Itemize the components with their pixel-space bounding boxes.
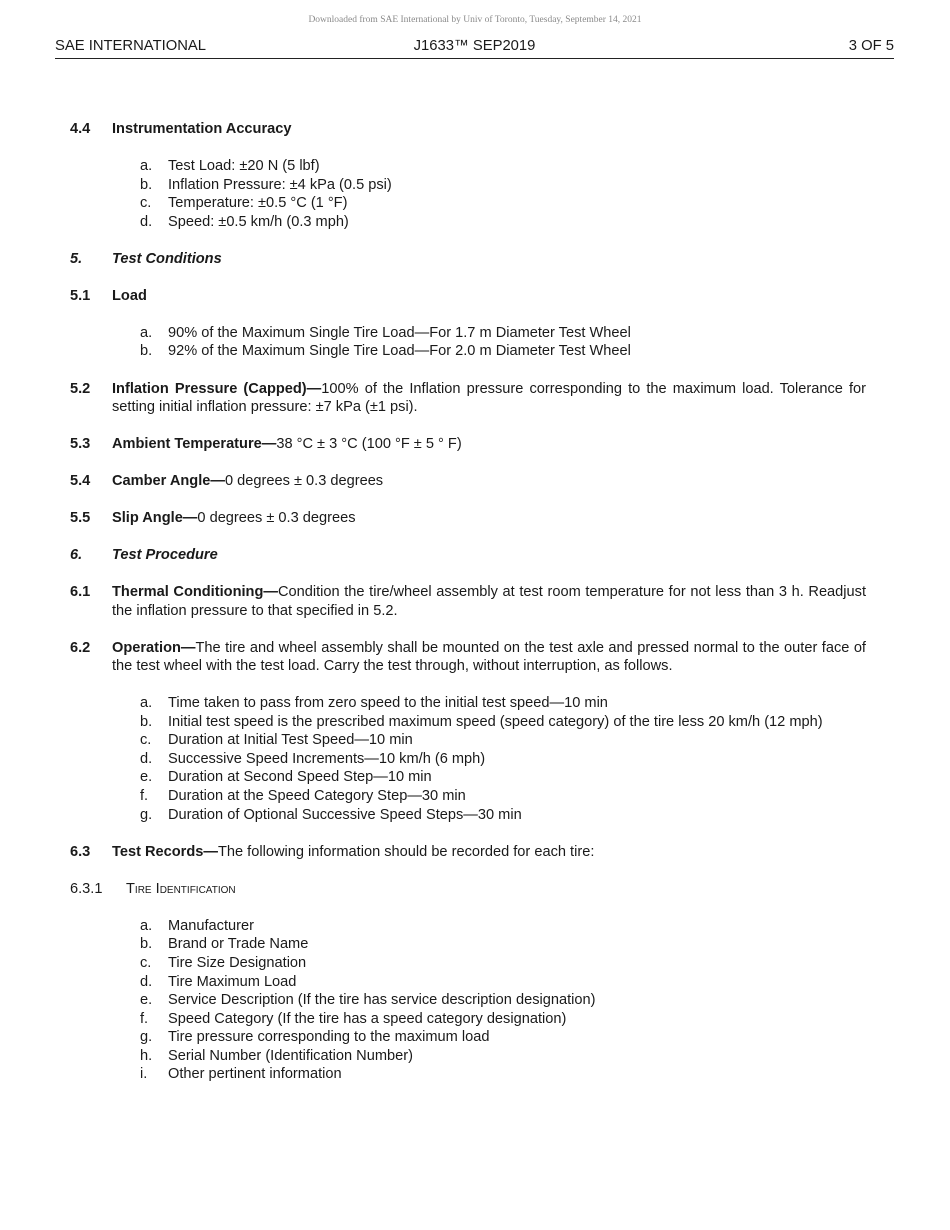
section-6-1 xyxy=(70,583,866,620)
list-item: b. Inflation Pressure: ±4 kPa (0.5 psi) xyxy=(140,176,392,193)
section-title: Inflation Pressure (Capped)— xyxy=(112,380,322,397)
section-5-3 xyxy=(70,435,866,454)
section-title: Test Procedure xyxy=(112,547,218,564)
section-6-3 xyxy=(70,843,866,862)
list-item: f. Duration at the Speed Category Step—30 min xyxy=(140,788,466,805)
header-doc-id: J1633™ SEP2019 xyxy=(413,38,536,54)
section-6-3-1 xyxy=(70,880,866,899)
section-number: 5.2 xyxy=(70,380,91,397)
section-number: 5. xyxy=(70,250,83,267)
section-text: 100% of the Inflation pressure corresponding to the maximum load. Tolerance for setting initial inflation pressure: ±7 kPa (±1 psi). xyxy=(112,380,867,416)
section-number: 5.4 xyxy=(70,473,91,490)
list-item: c. Temperature: ±0.5 °C (1 °F) xyxy=(140,195,348,212)
section-number: 5.1 xyxy=(70,287,91,304)
section-title: Load xyxy=(112,287,147,304)
list-item: e. Service Description (If the tire has service description designation) xyxy=(140,992,596,1009)
section-number: 5.5 xyxy=(70,510,91,527)
list-item: a. Test Load: ±20 N (5 lbf) xyxy=(140,158,320,174)
list-item: a. Manufacturer xyxy=(140,917,254,934)
load-list xyxy=(70,324,866,361)
section-title: Test Conditions xyxy=(112,250,222,267)
section-title: Tire Identification xyxy=(126,880,236,897)
section-title: Slip Angle— xyxy=(112,510,198,527)
section-5-2 xyxy=(70,380,866,417)
section-text: 0 degrees ± 0.3 degrees xyxy=(225,473,384,490)
operation-list xyxy=(70,694,866,824)
section-title: Test Records— xyxy=(112,843,218,860)
section-text: Condition the tire/wheel assembly at test room temperature for not less than 3 h. Readjust the inflation pressure to that specified in 5.2. xyxy=(112,584,866,619)
list-item: i. Other pertinent information xyxy=(140,1066,342,1083)
section-number: 6.2 xyxy=(70,639,91,656)
section-number: 5.3 xyxy=(70,436,91,453)
section-title: Instrumentation Accuracy xyxy=(112,121,292,137)
section-4-4 xyxy=(70,120,866,139)
accuracy-list xyxy=(70,157,866,231)
page-header xyxy=(55,38,894,59)
section-title: Operation— xyxy=(112,639,196,656)
list-item: c. Duration at Initial Test Speed—10 min xyxy=(140,732,413,749)
section-6-2 xyxy=(70,639,866,676)
document-body xyxy=(70,120,866,1084)
section-title: Ambient Temperature— xyxy=(112,436,277,453)
section-number: 6. xyxy=(70,547,83,564)
section-5-1 xyxy=(70,287,866,306)
section-number: 6.3.1 xyxy=(70,880,103,897)
section-6 xyxy=(70,546,866,565)
list-item: d. Successive Speed Increments—10 km/h (6 mph) xyxy=(140,750,486,767)
section-number: 6.1 xyxy=(70,584,91,601)
list-item: h. Serial Number (Identification Number) xyxy=(140,1047,413,1064)
section-5 xyxy=(70,250,866,269)
list-item: a. Time taken to pass from zero speed to the initial test speed—10 min xyxy=(140,695,608,712)
list-item: d. Speed: ±0.5 km/h (0.3 mph) xyxy=(140,213,349,230)
header-org: SAE INTERNATIONAL xyxy=(55,38,207,54)
header-page-number: 3 OF 5 xyxy=(848,38,894,54)
section-title: Camber Angle— xyxy=(112,473,225,490)
tire-identification-list xyxy=(70,917,866,1084)
section-text: The tire and wheel assembly shall be mounted on the test axle and pressed normal to the outer face of the test wheel with the test load. Carry the test through, without interruption, as follows. xyxy=(112,639,866,675)
section-5-5 xyxy=(70,509,866,528)
list-item: b. 92% of the Maximum Single Tire Load—For 2.0 m Diameter Test Wheel xyxy=(140,343,631,360)
list-item: f. Speed Category (If the tire has a speed category designation) xyxy=(140,1010,567,1027)
list-item: c. Tire Size Designation xyxy=(140,954,307,971)
section-text: 38 °C ± 3 °C (100 °F ± 5 ° F) xyxy=(276,436,462,453)
section-5-4 xyxy=(70,472,866,491)
list-item: b. Initial test speed is the prescribed maximum speed (speed category) of the tire less 20 km/h (12 mph) xyxy=(140,713,823,730)
section-number: 4.4 xyxy=(70,121,91,137)
list-item: a. 90% of the Maximum Single Tire Load—For 1.7 m Diameter Test Wheel xyxy=(140,324,631,341)
section-number: 6.3 xyxy=(70,843,91,860)
list-item: e. Duration at Second Speed Step—10 min xyxy=(140,769,432,786)
section-text: 0 degrees ± 0.3 degrees xyxy=(197,510,356,527)
download-note: Downloaded from SAE International by Univ of Toronto, Tuesday, September 14, 2021 xyxy=(308,15,642,25)
section-title: Thermal Conditioning— xyxy=(112,584,278,601)
list-item: g. Tire pressure corresponding to the maximum load xyxy=(140,1029,490,1046)
list-item: b. Brand or Trade Name xyxy=(140,936,309,953)
list-item: g. Duration of Optional Successive Speed Steps—30 min xyxy=(140,806,522,823)
section-text: The following information should be recorded for each tire: xyxy=(217,843,595,860)
list-item: d. Tire Maximum Load xyxy=(140,973,297,990)
